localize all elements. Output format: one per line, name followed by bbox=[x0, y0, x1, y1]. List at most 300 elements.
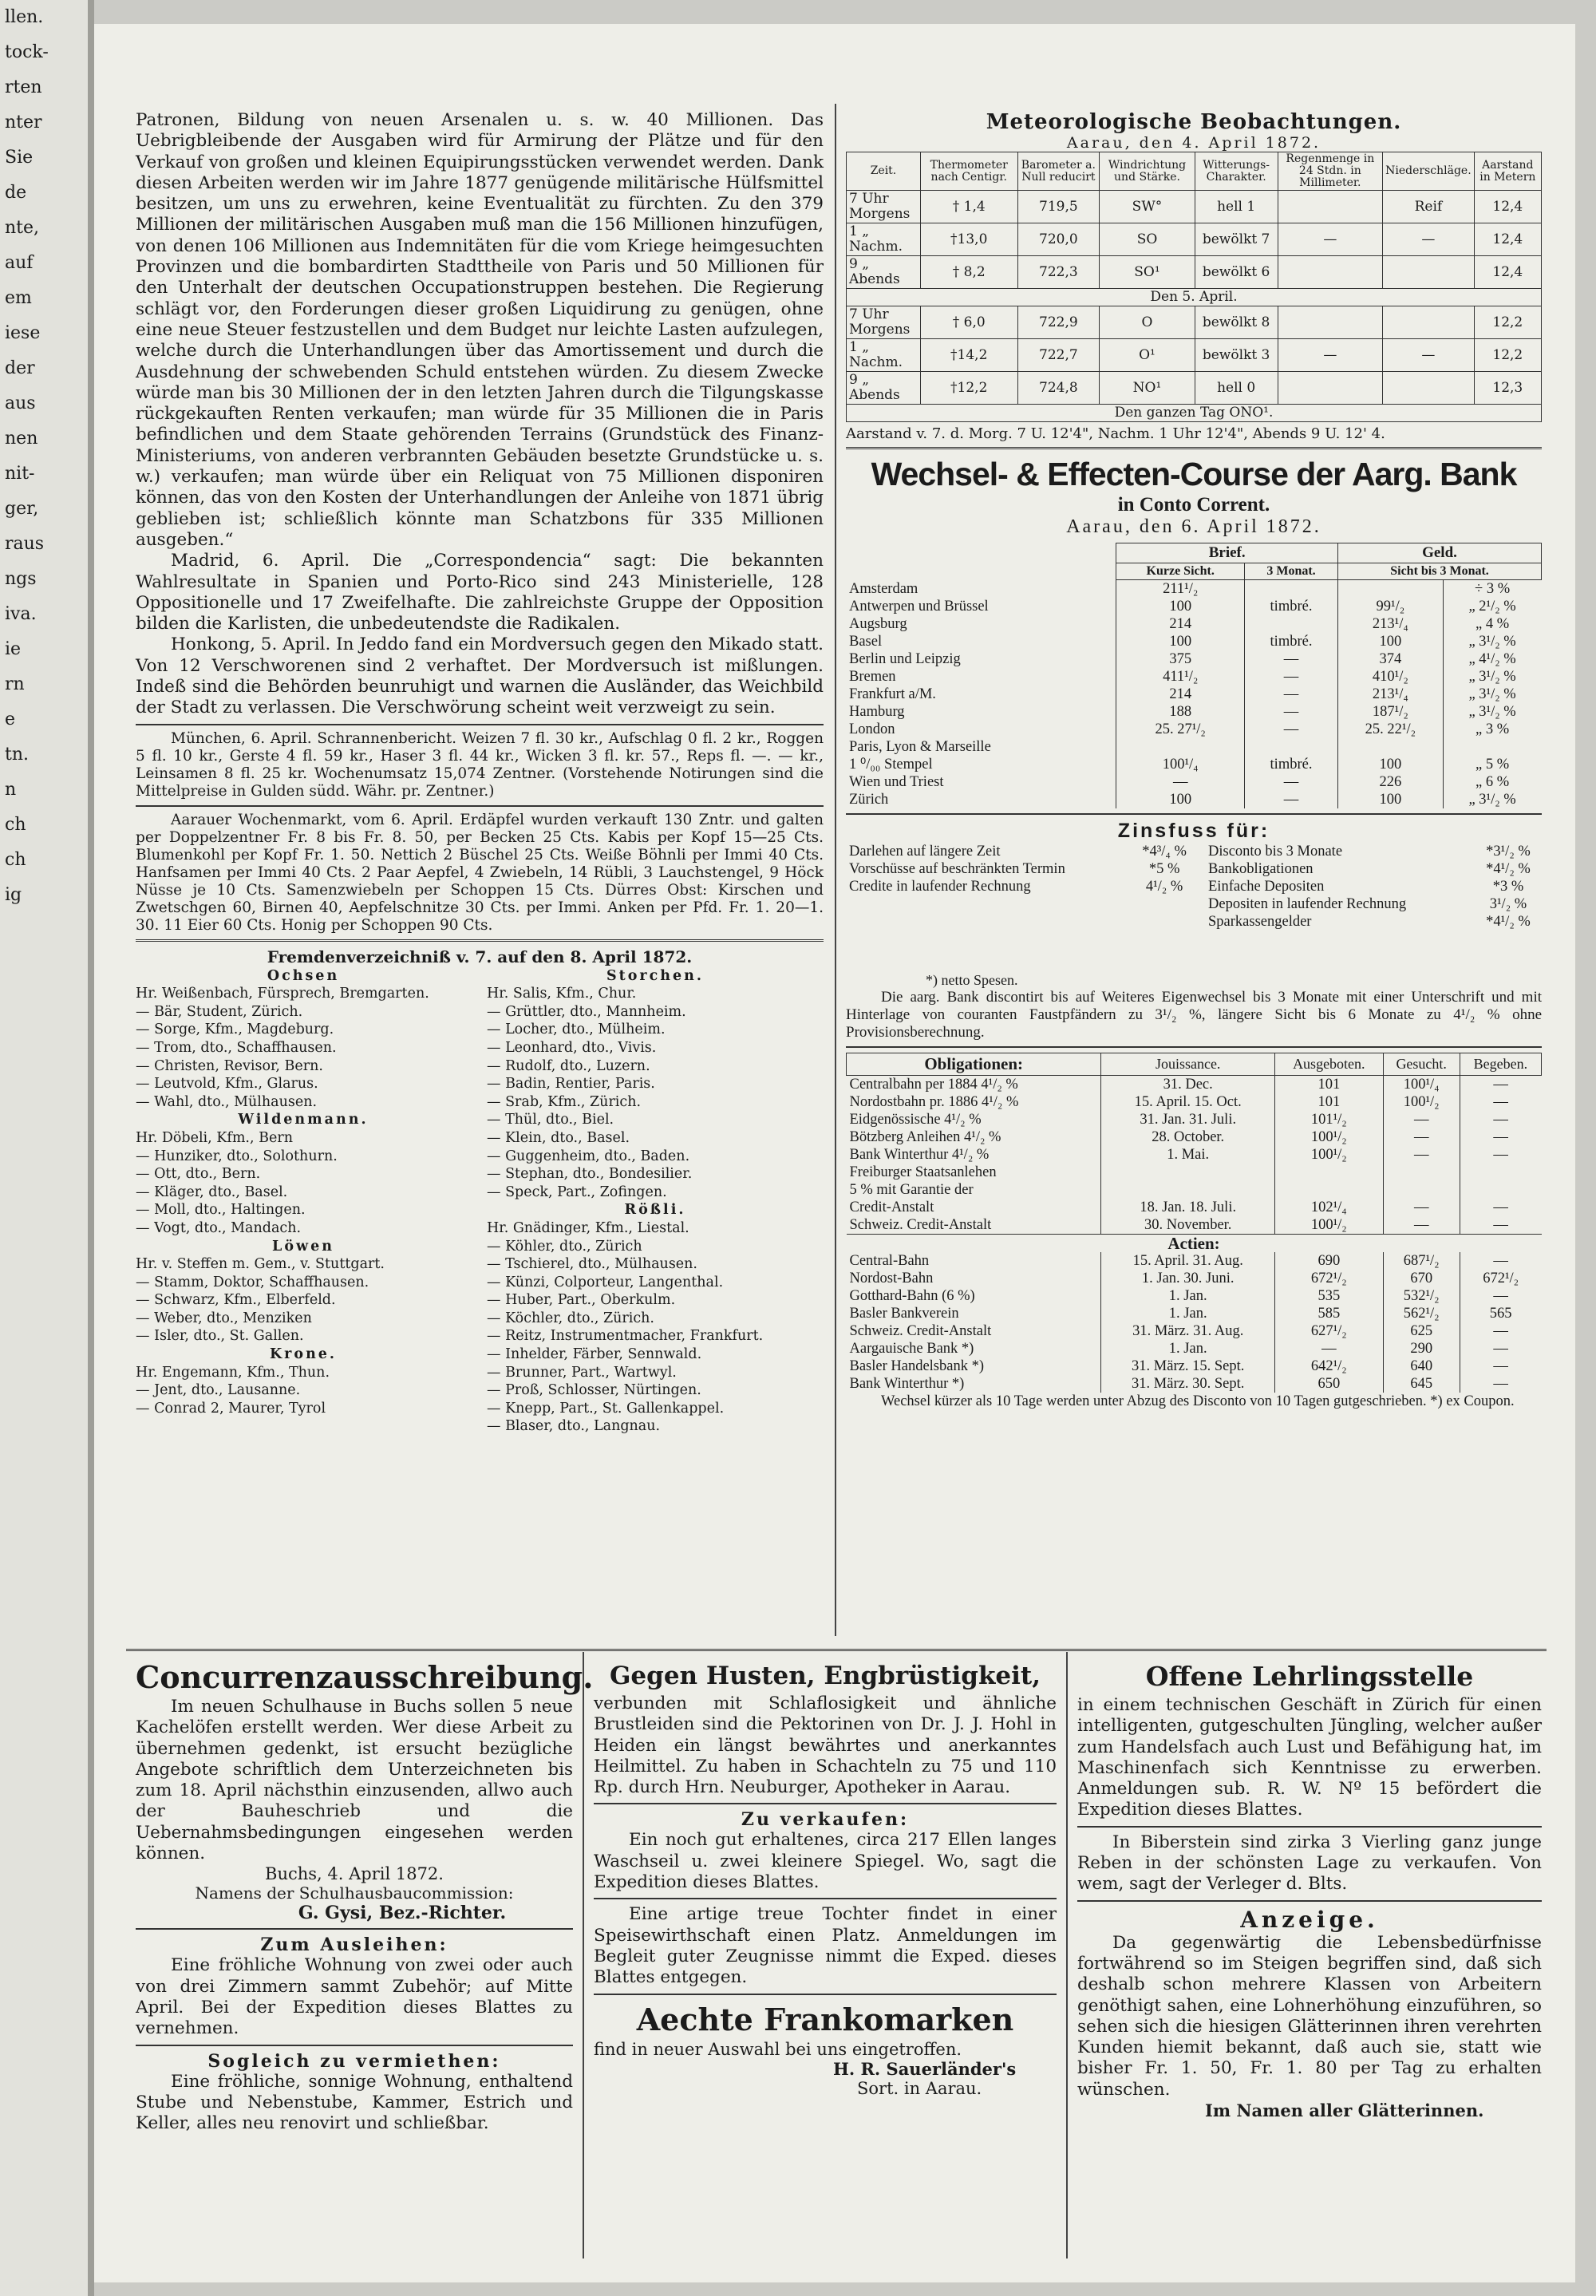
market-aarau: Aarauer Wochenmarkt, vom 6. April. Erdäpfel wurden verkauft 130 Zntr. und galten per Doppelzentner Fr. 8 bis Fr. 8. 50, per Becken 25 Cts. Kabis per Kopf 15—25 Cts. Blumenkohl per Kopf Fr. 1. 50. Nettich 2 Büschel 25 Cts. Weiße Böhnli per Immi 40 Cts. Hanfsamen per Immi 40 Cts. 2 Paar Aepfel, 4 Zwiebeln, 14 Rübli, 3 Lauchstengel, 9 Höck Nüsse je 10 Cts. Samenzwiebeln per Schoppen 15 Cts. Dürres Obst: Kirschen und Zwetschgen 60, Birnen 40, Aepfelschnitze 30 Cts. per Immi. Anken per Pfd. Fr. 1. 20—1. 30. 11 Eier 60 Cts. Honig per Schoppen 90 Cts. bbox=[136, 811, 824, 934]
actien-title: Actien: bbox=[847, 1235, 1542, 1253]
meteo-cell: 722,7 bbox=[1017, 339, 1100, 372]
fx-rate bbox=[1245, 738, 1338, 756]
obligation-row-cell bbox=[1275, 1164, 1383, 1181]
guest-entry: — Ott, dto., Bern. bbox=[136, 1166, 261, 1183]
meteo-cell: †12,2 bbox=[920, 372, 1017, 405]
guest-entry: — Guggenheim, dto., Baden. bbox=[487, 1148, 690, 1164]
meteo-cell: †14,2 bbox=[920, 339, 1017, 372]
obligation-row-cell: 101 bbox=[1275, 1093, 1383, 1111]
fx-geld-header: Geld. bbox=[1338, 543, 1542, 563]
meteo-cell: bewölkt 7 bbox=[1195, 223, 1278, 256]
news-france-budget: Patronen, Bildung von neuen Arsenalen u. s. w. 40 Millionen. Das Uebrigbleibende der Ausgaben wird für Armirung der Plätze und für den Verkauf von großen und kleinen Equipirungsstücken verwendet werden. Dank diesen Arbeiten werden wir im Jahre 1877 genügende militärische Hülfsmittel besitzen, um uns zu erwehren, keine Eventualität zu fürchten. Zu den 379 Millionen der militärischen Ausgaben muß man die 156 Millionen hinzufügen, von denen 106 Millionen aus Indemnitäten für die vom Kriege heimgesuchten Provinzen und die bombardirten Stadttheile von Paris und 50 Millionen für den Unterhalt der deutschen Occupationstruppen bestehen. Die Regierung schlägt vor, den Forderungen dieser großen Liquidirung zu genügen, ohne eine neue Steuer festzustellen und dem Budget nur leichte Lasten aufzulegen, welche durch die Unterhandlungen über das Amortissement und durch die Ausdehnung der schwebenden Schuld entstehen würden. Zu diesem Zwecke würde man bis 30 Millionen der in den letzten Jahren durch die Tilgungskasse rückgekauften Renten verkaufen; man würde für 35 Millionen die in Paris befindlichen und dem Staate gehörenden Terrains (Grundstück des Finanz-Ministeriums, von anderen verbrannten Gebäuden besetzte Grundstücke u. s. w.) verkaufen; man würde über ein Reliquat von 75 Millionen disponiren können, das von den Kosten der Unterhandlungen der Anleihe von 1871 übrig geblieben ist; schließlich könnte man Schatzbons für 335 Millionen ausgeben.“ bbox=[136, 110, 824, 550]
guest-entry: — Srab, Kfm., Zürich. bbox=[487, 1093, 642, 1110]
zins-row bbox=[1205, 860, 1542, 878]
obligation-row bbox=[847, 1181, 1542, 1199]
actien-row-cell: 625 bbox=[1383, 1322, 1460, 1340]
side-fragment: nte, bbox=[5, 218, 40, 238]
zins-label: Vorschüsse auf beschränkten Termin bbox=[849, 861, 1065, 877]
fx-brief-header: Brief. bbox=[1116, 543, 1338, 563]
obligation-row-cell: — bbox=[1383, 1146, 1460, 1164]
meteo-row bbox=[847, 372, 1542, 405]
zins-title: Zinsfuss für: bbox=[1117, 820, 1270, 842]
actien-row-cell: Aargauische Bank *) bbox=[849, 1341, 974, 1357]
guest-entry: — Huber, Part., Oberkulm. bbox=[487, 1292, 676, 1309]
guest-entry: — Stephan, dto., Bondesilier. bbox=[487, 1166, 693, 1183]
zins-row bbox=[846, 860, 1197, 878]
franko-title: Aechte Frankomarken bbox=[636, 2001, 1014, 2037]
obligation-row bbox=[847, 1111, 1542, 1128]
verkaufen-title: Zu verkaufen: bbox=[741, 1809, 910, 1831]
meteo-cell: — bbox=[1383, 223, 1475, 256]
fx-row bbox=[846, 615, 1542, 633]
actien-row-cell: 290 bbox=[1383, 1340, 1460, 1357]
zins-rate: 4¹/₂ % bbox=[1145, 879, 1183, 895]
ad-band-rule bbox=[126, 1649, 1547, 1651]
actien-row-cell: Bank Winterthur *) bbox=[849, 1376, 965, 1392]
zins-block bbox=[846, 843, 1542, 972]
side-fragment: ngs bbox=[5, 569, 37, 589]
guest-entry: — Rudolf, dto., Luzern. bbox=[487, 1057, 650, 1074]
actien-row bbox=[847, 1357, 1542, 1375]
guest-entry: — Trom, dto., Schaffhausen. bbox=[136, 1039, 337, 1056]
meteo-cell: 9 „ Abends bbox=[847, 256, 921, 289]
zins-label: Einfache Depositen bbox=[1208, 879, 1325, 895]
fx-row bbox=[846, 756, 1542, 773]
obligation-row-cell: — bbox=[1460, 1093, 1541, 1111]
guest-entry: — Jent, dto., Lausanne. bbox=[136, 1382, 301, 1399]
guest-entry: Hr. Weißenbach, Fürsprech, Bremgarten. bbox=[136, 986, 429, 1002]
obligation-row-cell: 28. October. bbox=[1101, 1128, 1275, 1146]
guest-entry: — Vogt, dto., Mandach. bbox=[136, 1219, 302, 1236]
fx-rate: „ 3¹/₂ % bbox=[1443, 668, 1541, 686]
meteo-cell bbox=[1278, 372, 1383, 405]
meteo-cell: † 8,2 bbox=[920, 256, 1017, 289]
divider bbox=[594, 1994, 1057, 1995]
divider bbox=[136, 1928, 573, 1930]
fx-rate: 25. 27¹/₂ bbox=[1116, 721, 1245, 738]
meteo-cell: 7 Uhr Morgens bbox=[847, 306, 921, 339]
obligation-row bbox=[847, 1199, 1542, 1216]
fx-place: Bremen bbox=[849, 669, 896, 685]
obligation-row-cell: Bank Winterthur 4¹/₂ % bbox=[849, 1147, 990, 1163]
meteo-col-header: Witterungs-Charakter. bbox=[1195, 152, 1278, 191]
meteo-cell: SO bbox=[1100, 223, 1195, 256]
guest-entry: Hr. Gnädinger, Kfm., Liestal. bbox=[487, 1219, 689, 1236]
guest-list-title: Fremdenverzeichniß v. 7. auf den 8. April 1872. bbox=[267, 946, 693, 966]
guest-list bbox=[136, 967, 824, 1446]
meteo-cell bbox=[1278, 191, 1383, 223]
zins-left-table bbox=[846, 843, 1197, 895]
actien-row bbox=[847, 1340, 1542, 1357]
actien-row-cell: 15. April. 31. Aug. bbox=[1101, 1252, 1275, 1270]
actien-row-cell: 1. Jan. bbox=[1101, 1305, 1275, 1322]
obligation-row-cell: Freiburger Staatsanlehen bbox=[849, 1164, 997, 1180]
side-fragment: e bbox=[5, 709, 16, 729]
guest-entry: — Kläger, dto., Basel. bbox=[136, 1184, 288, 1200]
actien-row-cell: 565 bbox=[1460, 1305, 1541, 1322]
obligation-row-cell: Credit-Anstalt bbox=[849, 1199, 934, 1215]
fx-rate: 410¹/₂ bbox=[1338, 668, 1444, 686]
meteo-col-header: Aarstand in Metern bbox=[1474, 152, 1541, 191]
obligation-row-cell: — bbox=[1460, 1146, 1541, 1164]
side-fragment: der bbox=[5, 358, 35, 378]
fx-footnote: Wechsel kürzer als 10 Tage werden unter Abzug des Disconto von 10 Tagen gutgeschrieben. *) ex Coupon. bbox=[881, 1393, 1515, 1409]
divider bbox=[136, 2045, 573, 2046]
fx-row bbox=[846, 721, 1542, 738]
guest-hotel-heading: Rößli. bbox=[624, 1202, 686, 1219]
obligation-row-cell: — bbox=[1460, 1216, 1541, 1235]
guest-entry: — Künzi, Colporteur, Langenthal. bbox=[487, 1274, 724, 1290]
fx-rate: timbré. bbox=[1245, 756, 1338, 773]
fx-row bbox=[846, 668, 1542, 686]
market-munich: München, 6. April. Schrannenbericht. Weizen 7 fl. 30 kr., Aufschlag 0 fl. 2 kr., Roggen 5 fl. 10 kr., Gerste 4 fl. 59 kr., Haser 3 fl. 44 kr., Wicken 3 fl. kr. 57., Reps fl. —. — kr., Leinsamen 8 fl. 25 kr. Wochenumsatz 15,074 Zentner. (Vorstehende Notirungen sind die Mittelpreise in Gulden südd. Währ. pr. Zentner.) bbox=[136, 729, 824, 800]
obligation-row-cell: — bbox=[1383, 1216, 1460, 1235]
fx-rate: 187¹/₂ bbox=[1338, 703, 1444, 721]
concurrenz-title: Concurrenzausschreibung. bbox=[136, 1659, 594, 1695]
meteo-cell: Reif bbox=[1383, 191, 1475, 223]
obl-col-header: Gesucht. bbox=[1383, 1053, 1460, 1076]
obligation-row-cell: — bbox=[1383, 1111, 1460, 1128]
meteo-table bbox=[846, 152, 1542, 422]
guest-list-left bbox=[136, 967, 471, 1418]
fx-rate: 214 bbox=[1116, 686, 1245, 703]
obligation-row-cell: 31. Jan. 31. Juli. bbox=[1101, 1111, 1275, 1128]
actien-row-cell: 687¹/₂ bbox=[1383, 1252, 1460, 1270]
side-fragment: de bbox=[5, 183, 27, 203]
obl-col-header: Obligationen: bbox=[847, 1053, 1101, 1076]
zins-rate: *4¹/₂ % bbox=[1486, 861, 1531, 877]
actien-row-cell: 1. Jan. bbox=[1101, 1287, 1275, 1305]
guest-entry: — Conrad 2, Maurer, Tyrol bbox=[136, 1400, 326, 1417]
guest-entry: — Wahl, dto., Mülhausen. bbox=[136, 1093, 318, 1110]
obligation-row-cell bbox=[1383, 1181, 1460, 1199]
fx-col-kurze: Kurze Sicht. bbox=[1116, 563, 1245, 580]
meteo-cell: 7 Uhr Morgens bbox=[847, 191, 921, 223]
fx-place: Paris, Lyon & Marseille bbox=[849, 739, 991, 755]
obligation-row bbox=[847, 1076, 1542, 1094]
ad-column-1 bbox=[136, 1658, 594, 2134]
side-fragment: llen. bbox=[5, 7, 44, 27]
guest-entry: — Moll, dto., Haltingen. bbox=[136, 1202, 306, 1219]
newspaper-page bbox=[94, 24, 1575, 2282]
right-column bbox=[846, 110, 1542, 1410]
fx-rate: 188 bbox=[1116, 703, 1245, 721]
meteo-cell: † 6,0 bbox=[920, 306, 1017, 339]
divider bbox=[136, 939, 824, 942]
fx-rate: „ 4¹/₂ % bbox=[1443, 650, 1541, 668]
husten-text: verbunden mit Schlaflosigkeit und ähnliche Brustleiden sind die Pektorinen von Dr. J. J. Hohl in Heiden ein längst bewährtes und anerkanntes Heilmittel. Zu haben in Schachteln zu 75 und 110 Rp. durch Hrn. Neuburger, Apotheker in Aarau. bbox=[594, 1693, 1057, 1798]
actien-row-cell: 31. März. 30. Sept. bbox=[1101, 1375, 1275, 1393]
fx-rate: — bbox=[1245, 703, 1338, 721]
meteo-row bbox=[847, 339, 1542, 372]
fx-rate: 100 bbox=[1338, 791, 1444, 808]
guest-list-right bbox=[487, 967, 824, 1436]
actien-row bbox=[847, 1287, 1542, 1305]
zins-label: Credite in laufender Rechnung bbox=[849, 879, 1031, 895]
obligation-row-cell: — bbox=[1460, 1128, 1541, 1146]
meteo-cell: hell 1 bbox=[1195, 191, 1278, 223]
franko-text: find in neuer Auswahl bei uns eingetroffen. bbox=[594, 2039, 962, 2059]
guest-entry: — Locher, dto., Mülheim. bbox=[487, 1022, 666, 1038]
guest-entry: — Blaser, dto., Langnau. bbox=[487, 1418, 661, 1435]
zins-netto: *) netto Spesen. bbox=[926, 972, 1018, 988]
actien-row-cell: 1. Jan. 30. Juni. bbox=[1101, 1270, 1275, 1287]
fx-rate: 100 bbox=[1338, 756, 1444, 773]
actien-row-cell: — bbox=[1460, 1357, 1541, 1375]
meteo-cell: 9 „ Abends bbox=[847, 372, 921, 405]
fx-rate: 374 bbox=[1338, 650, 1444, 668]
guest-hotel-heading: Storchen. bbox=[606, 967, 704, 984]
meteo-col-header: Niederschläge. bbox=[1383, 152, 1475, 191]
fx-place: London bbox=[849, 721, 895, 737]
fx-place: Zürich bbox=[849, 792, 889, 808]
anzeige-text: Da gegenwärtig die Lebensbedürfnisse fortwährend so im Steigen begriffen sind, daß sich deshalb schon mehrere Klassen von Arbeitern genöthigt sahen, eine Lohnerhöhung einzuführen, so sehen sich die hiesigen Glätterinnen ihren verehrten Kunden hiemit bekannt, daß auch sie, statt wie bisher Fr. 1. 50, Fr. 1. 80 per Tag zu erhalten wünschen. bbox=[1077, 1932, 1542, 2100]
fx-rate: — bbox=[1245, 773, 1338, 791]
obligation-row-cell: 100¹/₄ bbox=[1383, 1076, 1460, 1094]
meteo-title: Meteorologische Beobachtungen. bbox=[986, 110, 1402, 134]
guest-entry: Hr. v. Steffen m. Gem., v. Stuttgart. bbox=[136, 1256, 385, 1273]
side-fragment: ch bbox=[5, 815, 26, 835]
zins-note: Die aarg. Bank discontirt bis auf Weiteres Eigenwechsel bis 3 Monate mit einer Unterschrift und mit Hinterlage von couranten Faustpfändern zu 3¹/₂ %, längere Sicht bis 6 Monate zu 4¹/₂ % ohne Provisionsberechnung. bbox=[846, 989, 1542, 1041]
fx-place: Basel bbox=[849, 634, 883, 650]
obligation-row-cell bbox=[1460, 1164, 1541, 1181]
fx-place: 1 ⁰/₀₀ Stempel bbox=[849, 757, 933, 773]
obligationen-table bbox=[846, 1053, 1542, 1393]
actien-row-cell: — bbox=[1460, 1375, 1541, 1393]
fx-rate: 100 bbox=[1116, 633, 1245, 650]
obligation-row-cell bbox=[1460, 1181, 1541, 1199]
guest-entry: Hr. Engemann, Kfm., Thun. bbox=[136, 1364, 330, 1381]
obligation-row-cell: — bbox=[1460, 1199, 1541, 1216]
guest-entry: — Badin, Rentier, Paris. bbox=[487, 1076, 655, 1093]
actien-row-cell: — bbox=[1460, 1340, 1541, 1357]
obligation-row-cell: — bbox=[1383, 1128, 1460, 1146]
concurrenz-sign: Namens der Schulhausbaucommission: bbox=[195, 1883, 514, 1903]
meteo-row bbox=[847, 306, 1542, 339]
meteo-row bbox=[847, 191, 1542, 223]
actien-row-cell: Central-Bahn bbox=[849, 1253, 930, 1269]
divider bbox=[594, 1803, 1057, 1804]
fx-rate: 211¹/₂ bbox=[1116, 580, 1245, 599]
fx-row bbox=[846, 791, 1542, 808]
fx-rate: ÷ 3 % bbox=[1443, 580, 1541, 599]
fx-row bbox=[846, 580, 1542, 599]
divider bbox=[1077, 1900, 1542, 1902]
actien-row-cell: 650 bbox=[1275, 1375, 1383, 1393]
zins-row bbox=[1205, 843, 1542, 860]
obligation-row-cell: Bötzberg Anleihen 4¹/₂ % bbox=[849, 1129, 1001, 1145]
fx-rate bbox=[1245, 580, 1338, 599]
concurrenz-name: G. Gysi, Bez.-Richter. bbox=[298, 1903, 507, 1924]
ad-column-3 bbox=[1077, 1658, 1542, 2120]
fx-rate: „ 3 % bbox=[1443, 721, 1541, 738]
actien-row-cell: 31. März. 31. Aug. bbox=[1101, 1322, 1275, 1340]
zins-rate: *4³/₄ % bbox=[1142, 844, 1187, 860]
obligation-row-cell: 15. April. 15. Oct. bbox=[1101, 1093, 1275, 1111]
actien-row-cell: — bbox=[1275, 1340, 1383, 1357]
side-fragment: raus bbox=[5, 534, 45, 554]
side-fragment: nter bbox=[5, 113, 42, 132]
divider bbox=[846, 1046, 1542, 1048]
actien-row-cell: 645 bbox=[1383, 1375, 1460, 1393]
meteo-col-header: Windrichtung und Stärke. bbox=[1100, 152, 1195, 191]
fx-subtitle: in Conto Corrent. bbox=[1117, 494, 1270, 516]
meteo-cell: † 1,4 bbox=[920, 191, 1017, 223]
fx-place: Wien und Triest bbox=[849, 774, 944, 790]
fx-rate: — bbox=[1245, 791, 1338, 808]
divider bbox=[846, 447, 1542, 449]
fx-rate: 226 bbox=[1338, 773, 1444, 791]
fx-rate: 100 bbox=[1116, 598, 1245, 615]
meteo-cell: 12,4 bbox=[1474, 256, 1541, 289]
zins-rate: 3¹/₂ % bbox=[1489, 896, 1527, 912]
obligation-row-cell: — bbox=[1460, 1111, 1541, 1128]
actien-row bbox=[847, 1270, 1542, 1287]
obligation-row-cell: Schweiz. Credit-Anstalt bbox=[849, 1217, 992, 1233]
meteo-col-header: Regenmenge in 24 Stdn. in Millimeter. bbox=[1278, 152, 1383, 191]
fx-rate: 411¹/₂ bbox=[1116, 668, 1245, 686]
guest-entry: — Hunziker, dto., Solothurn. bbox=[136, 1148, 338, 1164]
obligation-row-cell: 100¹/₂ bbox=[1383, 1093, 1460, 1111]
fx-rate: 99¹/₂ bbox=[1338, 598, 1444, 615]
fx-rate: „ 6 % bbox=[1443, 773, 1541, 791]
meteo-cell: hell 0 bbox=[1195, 372, 1278, 405]
side-fragment: ger, bbox=[5, 499, 39, 519]
lehrling-text: in einem technischen Geschäft in Zürich für einen intelligenten, gutgeschulten Jüngling, welcher außer zum Handelsfach auch Lust und Befähigung hat, im Maschinenfach sich Kenntnisse zu erwerben. Anmeldungen sub. R. W. Nº 15 befördert die Expedition dieses Blattes. bbox=[1077, 1695, 1542, 1820]
anzeige-title: Anzeige. bbox=[1240, 1906, 1379, 1933]
meteo-cell: SO¹ bbox=[1100, 256, 1195, 289]
fx-row bbox=[846, 773, 1542, 791]
actien-row-cell: 562¹/₂ bbox=[1383, 1305, 1460, 1322]
ad-rule-2 bbox=[1066, 1652, 1068, 2258]
actien-row-cell: — bbox=[1460, 1322, 1541, 1340]
lehrling-title: Offene Lehrlingsstelle bbox=[1145, 1661, 1474, 1692]
divider bbox=[1077, 1826, 1542, 1828]
obligation-row-cell: 100¹/₂ bbox=[1275, 1216, 1383, 1235]
meteo-date: Aarau, den 4. April 1872. bbox=[1066, 134, 1321, 152]
divider bbox=[594, 1898, 1057, 1899]
meteo-cell: SW° bbox=[1100, 191, 1195, 223]
guest-entry: — Reitz, Instrumentmacher, Frankfurt. bbox=[487, 1328, 764, 1345]
meteo-row bbox=[847, 256, 1542, 289]
fx-rate: „ 3¹/₂ % bbox=[1443, 686, 1541, 703]
side-fragment: nit- bbox=[5, 464, 35, 484]
anzeige-sign: Im Namen aller Glätterinnen. bbox=[1205, 2100, 1484, 2121]
obligation-row bbox=[847, 1216, 1542, 1235]
fx-col-3monat: 3 Monat. bbox=[1245, 563, 1338, 580]
actien-row-cell: 1. Jan. bbox=[1101, 1340, 1275, 1357]
obligation-row-cell: 101¹/₂ bbox=[1275, 1111, 1383, 1128]
fx-rate bbox=[1245, 615, 1338, 633]
fx-rate bbox=[1338, 580, 1444, 599]
fx-col-sicht: Sicht bis 3 Monat. bbox=[1338, 563, 1542, 580]
meteo-cell bbox=[1383, 372, 1475, 405]
obligation-row-cell bbox=[1275, 1181, 1383, 1199]
actien-row-cell: — bbox=[1460, 1287, 1541, 1305]
left-column bbox=[136, 110, 824, 1446]
fx-rate bbox=[1443, 738, 1541, 756]
actien-row-cell: 585 bbox=[1275, 1305, 1383, 1322]
obligation-row-cell: 101 bbox=[1275, 1076, 1383, 1094]
actien-row-cell: Schweiz. Credit-Anstalt bbox=[849, 1323, 992, 1339]
guest-hotel-heading: Wildenmann. bbox=[238, 1112, 369, 1128]
meteo-col-header: Barometer a. Null reducirt bbox=[1017, 152, 1100, 191]
guest-entry: — Sorge, Kfm., Magdeburg. bbox=[136, 1022, 334, 1038]
actien-row-cell: 627¹/₂ bbox=[1275, 1322, 1383, 1340]
fx-row bbox=[846, 686, 1542, 703]
zins-row bbox=[846, 843, 1197, 860]
fx-row bbox=[846, 738, 1542, 756]
obligation-row bbox=[847, 1128, 1542, 1146]
actien-row bbox=[847, 1322, 1542, 1340]
obligation-row bbox=[847, 1146, 1542, 1164]
fx-row bbox=[846, 598, 1542, 615]
obligation-row-cell: 30. November. bbox=[1101, 1216, 1275, 1235]
fx-rate: „ 3¹/₂ % bbox=[1443, 633, 1541, 650]
zins-rate: *3 % bbox=[1492, 879, 1524, 895]
zins-rate: *3¹/₂ % bbox=[1486, 844, 1531, 860]
aarstand-line: Aarstand v. 7. d. Morg. 7 U. 12'4", Nachm. 1 Uhr 12'4", Abends 9 U. 12' 4. bbox=[846, 425, 1385, 442]
obligation-row bbox=[847, 1164, 1542, 1181]
franko-sign2: Sort. in Aarau. bbox=[857, 2078, 982, 2098]
guest-entry: — Leonhard, dto., Vivis. bbox=[487, 1039, 657, 1056]
guest-entry: Hr. Döbeli, Kfm., Bern bbox=[136, 1129, 293, 1146]
actien-row-cell: 672¹/₂ bbox=[1275, 1270, 1383, 1287]
meteo-cell: — bbox=[1278, 223, 1383, 256]
obligation-row-cell: 31. Dec. bbox=[1101, 1076, 1275, 1094]
meteo-cell: 12,3 bbox=[1474, 372, 1541, 405]
fx-rate: 100 bbox=[1338, 633, 1444, 650]
obligation-row-cell: Nordostbahn pr. 1886 4¹/₂ % bbox=[849, 1094, 1019, 1110]
actien-row-cell: 31. März. 15. Sept. bbox=[1101, 1357, 1275, 1375]
guest-entry: — Köhler, dto., Zürich bbox=[487, 1238, 642, 1255]
obligation-row-cell: 100¹/₂ bbox=[1275, 1146, 1383, 1164]
side-fragment: em bbox=[5, 288, 32, 308]
concurrenz-text: Im neuen Schulhause in Buchs sollen 5 neue Kachelöfen erstellt werden. Wer diese Arbeit zu übernehmen gedenkt, ist ersucht bezügliche Angebote schriftlich dem Unterzeichneten bis zum 18. April nächsthin einzusenden, allwo auch der Bauheschrieb und die Uebernahmsbedingungen eingesehen werden können. bbox=[136, 1697, 573, 1864]
side-fragment: n bbox=[5, 780, 17, 800]
fx-rate: 213¹/₄ bbox=[1338, 615, 1444, 633]
meteo-cell: 12,2 bbox=[1474, 306, 1541, 339]
guest-hotel-heading: Ochsen bbox=[267, 967, 340, 984]
fx-rate: „ 3¹/₂ % bbox=[1443, 791, 1541, 808]
obligation-row-cell: Centralbahn per 1884 4¹/₂ % bbox=[849, 1077, 1018, 1093]
guest-hotel-heading: Krone. bbox=[269, 1346, 338, 1363]
ausleihen-text: Eine fröhliche Wohnung von zwei oder auch von drei Zimmern sammt Zubehör; auf Mitte April. Bei der Expedition dieses Blattes zu vernehmen. bbox=[136, 1955, 573, 2039]
side-fragment: rn bbox=[5, 674, 25, 694]
guest-entry: — Brunner, Part., Wartwyl. bbox=[487, 1364, 677, 1381]
actien-row-cell: Basler Bankverein bbox=[849, 1306, 959, 1322]
fx-place: Antwerpen und Brüssel bbox=[849, 599, 989, 615]
verkaufen-text: Ein noch gut erhaltenes, circa 217 Ellen langes Waschseil u. zwei kleinere Spiegel. Wo, sagt die Expedition dieses Blattes. bbox=[594, 1830, 1057, 1893]
fx-rate: — bbox=[1245, 650, 1338, 668]
actien-row-cell: 670 bbox=[1383, 1270, 1460, 1287]
meteo-cell: bewölkt 6 bbox=[1195, 256, 1278, 289]
obligation-row-cell: Eidgenössische 4¹/₂ % bbox=[849, 1112, 982, 1128]
side-fragment: tn. bbox=[5, 745, 30, 765]
guest-entry: — Grüttler, dto., Mannheim. bbox=[487, 1003, 686, 1020]
guest-entry: — Klein, dto., Basel. bbox=[487, 1129, 630, 1146]
meteo-cell: 724,8 bbox=[1017, 372, 1100, 405]
obligation-row bbox=[847, 1093, 1542, 1111]
fx-rate: 100 bbox=[1116, 791, 1245, 808]
ausleihen-title: Zum Ausleihen: bbox=[260, 1934, 448, 1956]
fx-rate: timbré. bbox=[1245, 633, 1338, 650]
vermiethen-title: Sogleich zu vermiethen: bbox=[207, 2050, 501, 2072]
fx-table bbox=[846, 543, 1542, 808]
fx-rate: 100¹/₄ bbox=[1116, 756, 1245, 773]
fx-rate: „ 3¹/₂ % bbox=[1443, 703, 1541, 721]
zins-right-table bbox=[1205, 843, 1542, 931]
